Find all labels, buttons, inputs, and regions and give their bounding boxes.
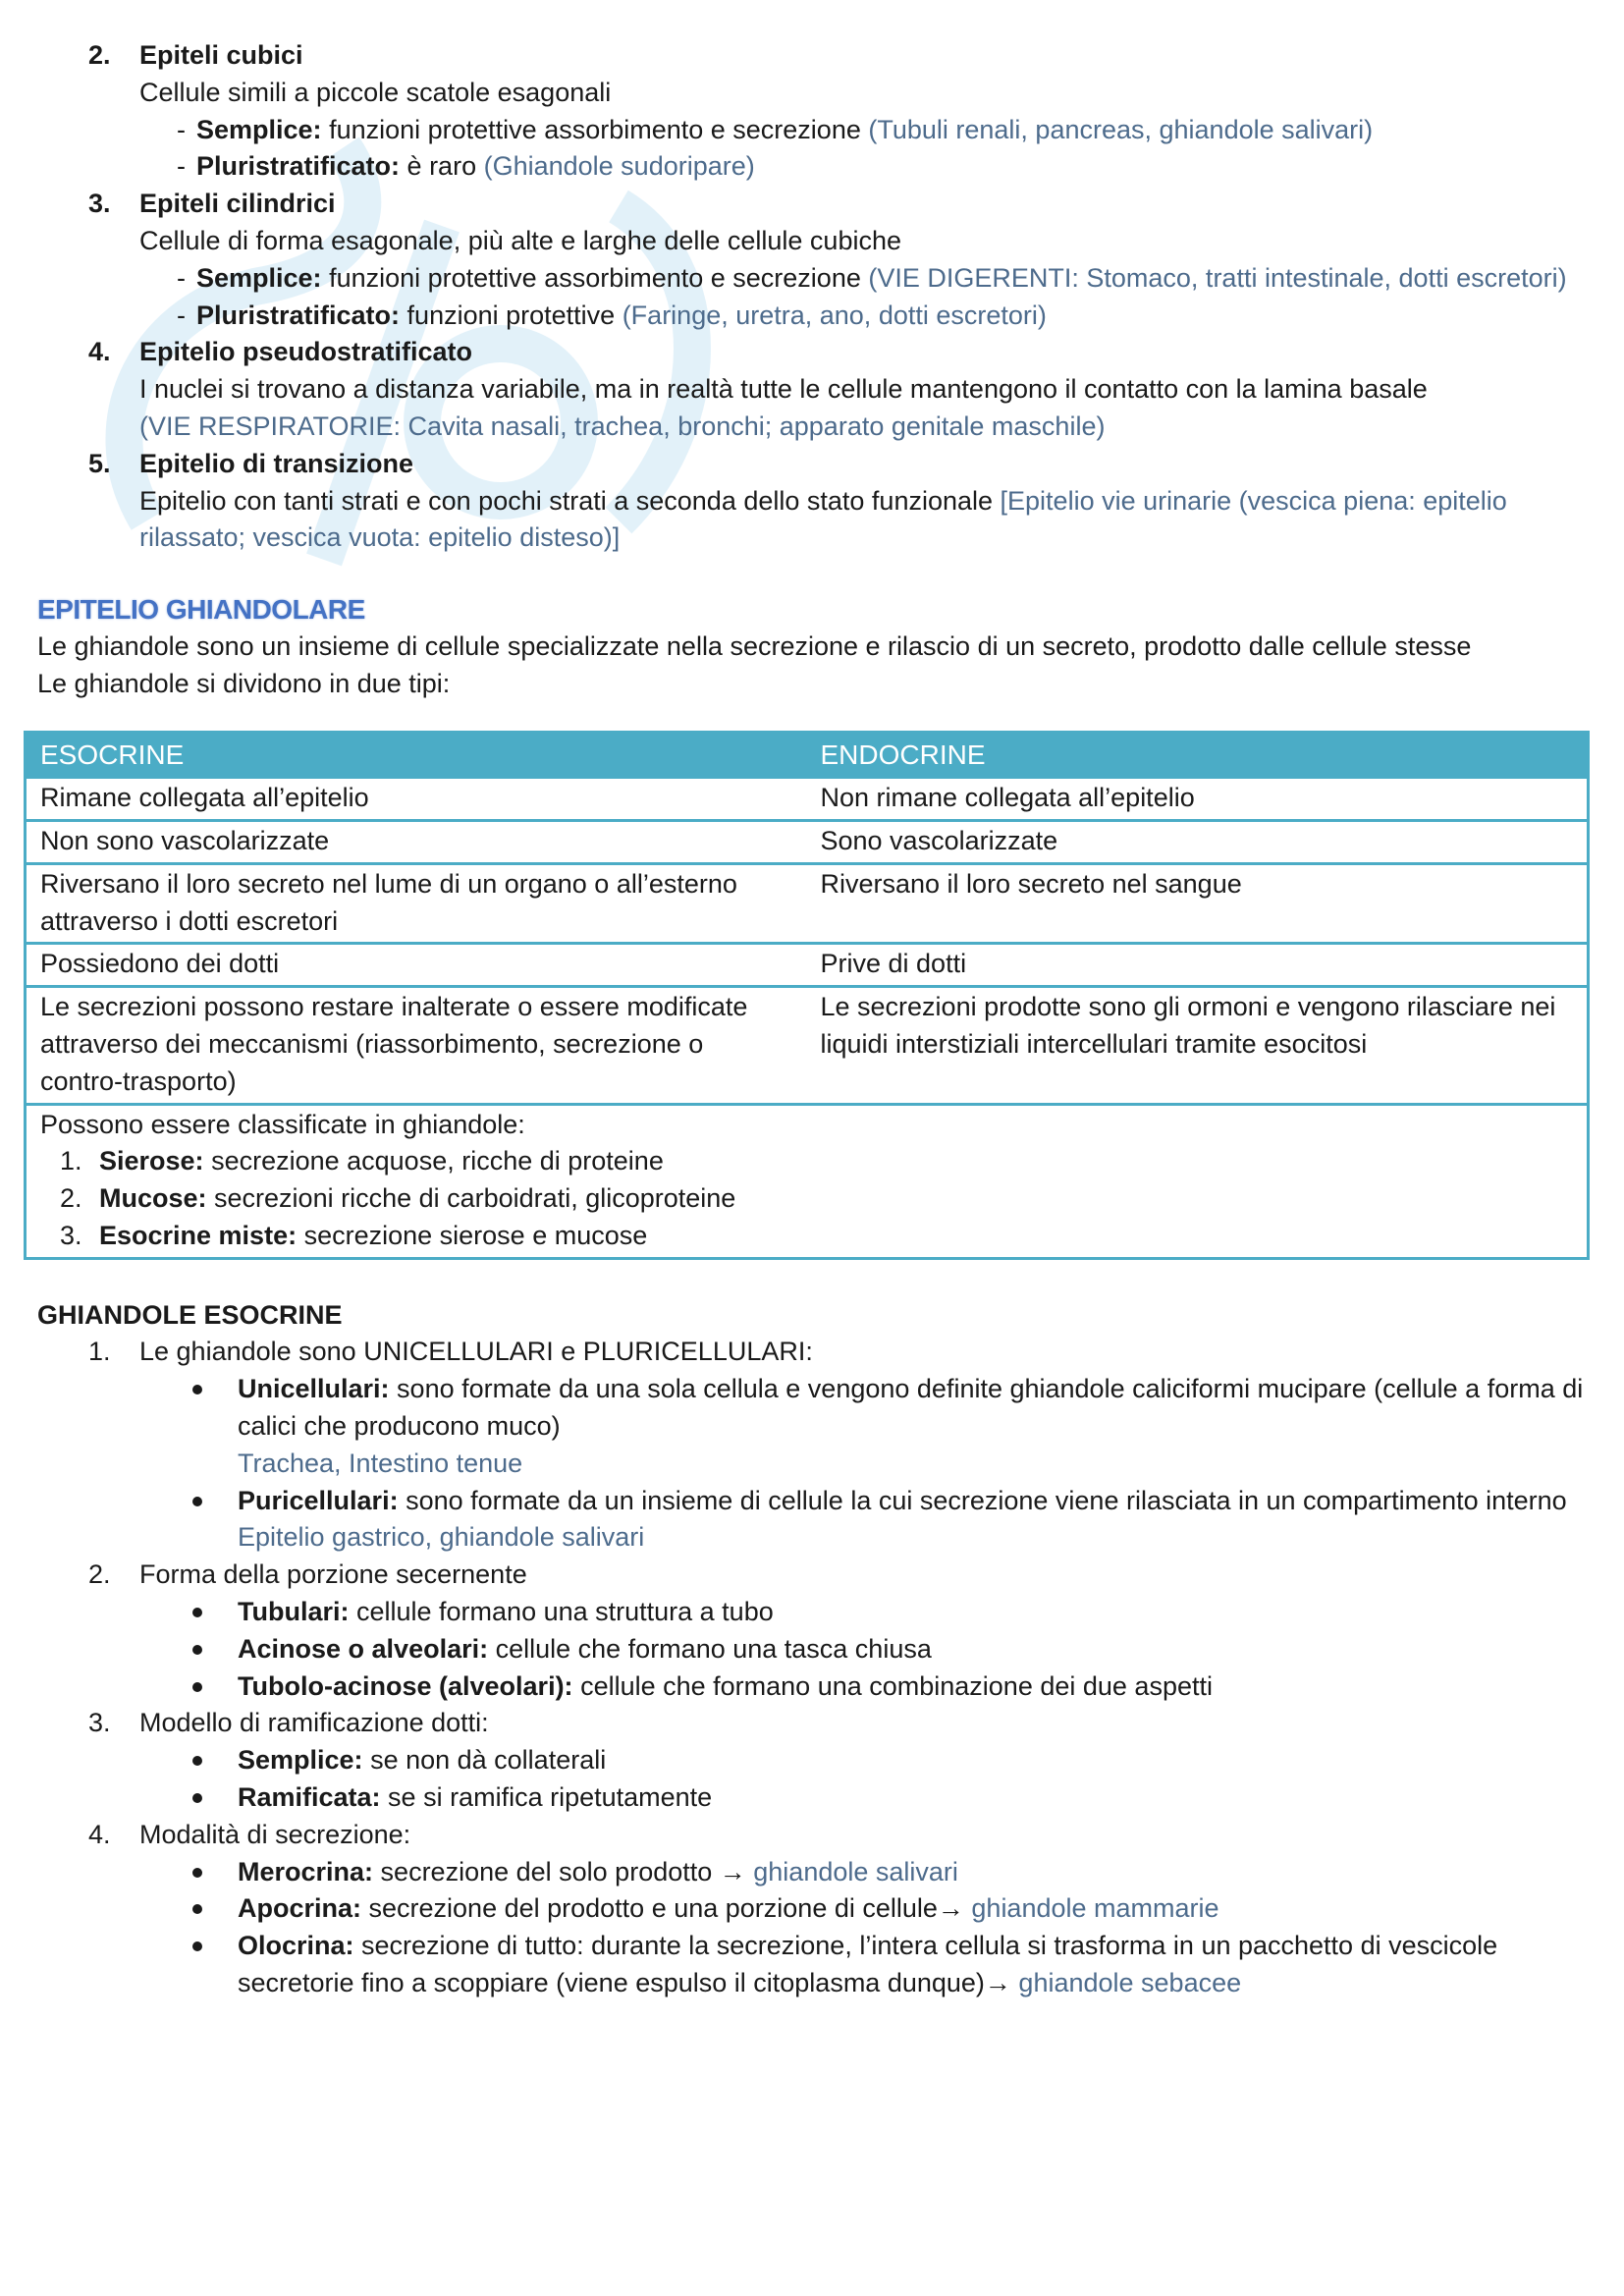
esocrine-item — [37, 1705, 1598, 1816]
item-number: 1. — [60, 1146, 82, 1176]
bullet-item — [238, 1779, 1598, 1817]
classification-item — [40, 1143, 793, 1180]
bullet-text: se non dà collaterali — [362, 1745, 607, 1776]
bullet-label: Acinose o alveolari: — [238, 1633, 489, 1664]
item-text: secrezione acquose, ricche di proteine — [203, 1146, 664, 1176]
cell-endocrine-empty — [807, 1104, 1589, 1258]
cell-endocrine: Sono vascolarizzate — [807, 820, 1589, 863]
cell-esocrine-classification — [26, 1104, 807, 1258]
bullet-list — [139, 1854, 1598, 2002]
cell-endocrine: Le secrezioni prodotte sono gli ormoni e vengono rilasciare nei liquidi interstiziali intercellulari tramite esocitosi — [807, 987, 1589, 1104]
item-example: (VIE RESPIRATORIE: Cavita nasali, trachea, bronchi; apparato genitale maschile) — [139, 410, 1106, 441]
item-text: secrezione sierose e mucose — [297, 1220, 648, 1250]
sub-example: (VIE DIGERENTI: Stomaco, tratti intestinale, dotti escretori) — [868, 262, 1567, 293]
cell-esocrine: Le secrezioni possono restare inalterate o essere modificate attraverso dei meccanismi (riassorbimento, secrezione o contro-trasporto) — [26, 987, 807, 1104]
subsection-title: GHIANDOLE ESOCRINE — [37, 1299, 343, 1330]
table-row — [26, 778, 1589, 821]
bullet-item — [238, 1371, 1598, 1482]
classification-item — [40, 1218, 793, 1255]
item-desc: Cellule simili a piccole scatole esagonali — [139, 77, 612, 107]
bullet-list — [139, 1742, 1598, 1817]
bullet-item — [238, 1631, 1598, 1668]
sub-item — [177, 148, 1598, 186]
item-desc: Cellule di forma esagonale, più alte e larghe delle cellule cubiche — [139, 225, 901, 255]
item-text: Forma della porzione secernente — [139, 1559, 527, 1590]
epitelio-item — [37, 186, 1598, 334]
sub-item — [177, 112, 1598, 149]
item-title: Epitelio di transizione — [139, 448, 414, 478]
bullet-text: secrezione di tutto: durante la secrezione, l’intera cellula si trasforma in un pacchetto di vescicole secretorie fino a scoppiare (viene espulso il citoplasma dunque)→ — [238, 1931, 1498, 1998]
item-number: 2. — [60, 1183, 82, 1214]
bullet-list — [139, 1371, 1598, 1557]
bullet-icon — [192, 1385, 202, 1394]
item-text: Modalità di secrezione: — [139, 1819, 411, 1849]
sub-example: (Tubuli renali, pancreas, ghiandole salivari) — [868, 114, 1374, 144]
bullet-item — [238, 1928, 1598, 2002]
bullet-label: Merocrina: — [238, 1856, 374, 1886]
cell-esocrine: Non sono vascolarizzate — [26, 820, 807, 863]
comparison-table — [24, 731, 1590, 1260]
bullet-icon — [192, 1904, 202, 1914]
bullet-icon — [192, 1941, 202, 1951]
esocrine-list — [37, 1334, 1598, 2001]
table-row — [26, 863, 1589, 944]
bullet-label: Semplice: — [238, 1745, 363, 1776]
item-number: 3. — [88, 189, 111, 219]
bullet-text: secrezione del prodotto e una porzione di cellule→ — [361, 1893, 972, 1924]
item-example: [Epitelio vie urinarie (vescica piena: epitelio rilassato; vescica vuota: epitelio disteso)] — [139, 485, 1507, 553]
bullet-icon — [192, 1645, 202, 1655]
bullet-icon — [192, 1868, 202, 1878]
cell-endocrine: Non rimane collegata all’epitelio — [807, 778, 1589, 821]
item-title: Epitelio pseudostratificato — [139, 337, 473, 367]
item-number: 2. — [88, 40, 111, 70]
epitelio-item — [37, 334, 1598, 445]
item-number: 3. — [60, 1220, 82, 1250]
table-row — [26, 1104, 1589, 1258]
sub-item — [177, 298, 1598, 335]
intro-paragraph-2: Le ghiandole si dividono in due tipi: — [37, 669, 451, 699]
bullet-text: se si ramifica ripetutamente — [380, 1782, 713, 1813]
item-number: 4. — [88, 337, 111, 367]
bullet-item — [238, 1742, 1598, 1779]
bullet-item — [238, 1854, 1598, 1891]
bullet-item — [238, 1668, 1598, 1706]
item-label: Mucose: — [99, 1183, 207, 1214]
sub-label: Semplice: — [196, 262, 322, 293]
bullet-icon — [192, 1682, 202, 1692]
sub-example: (Faringe, uretra, ano, dotti escretori) — [622, 300, 1047, 330]
header-endocrine: ENDOCRINE — [807, 732, 1589, 777]
classification-item — [40, 1180, 793, 1218]
document-page — [37, 37, 1598, 2002]
bullet-example: Epitelio gastrico, ghiandole salivari — [238, 1522, 645, 1553]
bullet-item — [238, 1594, 1598, 1631]
bullet-example: ghiandole salivari — [753, 1856, 958, 1886]
cell-endocrine: Riversano il loro secreto nel sangue — [807, 863, 1589, 944]
esocrine-item — [37, 1817, 1598, 2002]
bullet-list — [139, 1594, 1598, 1705]
sub-list — [139, 112, 1598, 187]
cell-esocrine: Riversano il loro secreto nel lume di un organo o all’esterno attraverso i dotti escretori — [26, 863, 807, 944]
bullet-example: Trachea, Intestino tenue — [238, 1448, 523, 1478]
sub-label: Pluristratificato: — [196, 151, 401, 182]
item-text: Le ghiandole sono UNICELLULARI e PLURICELLULARI: — [139, 1337, 813, 1367]
sub-example: (Ghiandole sudoripare) — [483, 151, 755, 182]
cell-endocrine: Prive di dotti — [807, 944, 1589, 987]
bullet-item — [238, 1483, 1598, 1558]
bullet-label: Ramificata: — [238, 1782, 381, 1813]
bullet-text: cellule che formano una combinazione dei due aspetti — [572, 1670, 1213, 1701]
bullet-icon — [192, 1756, 202, 1766]
classification-list — [40, 1143, 793, 1254]
item-title: Epiteli cilindrici — [139, 189, 336, 219]
item-title: Epiteli cubici — [139, 40, 303, 70]
item-text: secrezioni ricche di carboidrati, glicoproteine — [206, 1183, 736, 1214]
table-row — [26, 987, 1589, 1104]
bullet-example: ghiandole mammarie — [971, 1893, 1219, 1924]
bullet-text: sono formate da una sola cellula e vengono definite ghiandole caliciformi mucipare (cellule a forma di calici che producono muco) — [238, 1374, 1584, 1442]
esocrine-item — [37, 1557, 1598, 1705]
epitelio-item — [37, 446, 1598, 557]
bullet-item — [238, 1890, 1598, 1928]
item-label: Sierose: — [99, 1146, 204, 1176]
bullet-icon — [192, 1497, 202, 1506]
header-esocrine: ESOCRINE — [26, 732, 807, 777]
bullet-icon — [192, 1608, 202, 1617]
bullet-label: Unicellulari: — [238, 1374, 390, 1404]
section-title: EPITELIO GHIANDOLARE — [37, 594, 365, 626]
sub-text: funzioni protettive assorbimento e secrezione — [321, 262, 869, 293]
bullet-label: Puricellulari: — [238, 1485, 399, 1515]
item-label: Esocrine miste: — [99, 1220, 298, 1250]
sub-text: funzioni protettive — [400, 300, 623, 330]
sub-text: è raro — [400, 151, 484, 182]
esocrine-item — [37, 1334, 1598, 1557]
item-number: 1. — [88, 1337, 111, 1367]
item-number: 3. — [88, 1708, 111, 1738]
intro-paragraph: Le ghiandole sono un insieme di cellule specializzate nella secrezione e rilascio di un secreto, prodotto dalle cellule stesse — [37, 631, 1472, 662]
table-header-row — [26, 732, 1589, 777]
cell-esocrine: Rimane collegata all’epitelio — [26, 778, 807, 821]
bullet-text: cellule che formano una tasca chiusa — [488, 1633, 932, 1664]
item-desc: I nuclei si trovano a distanza variabile, ma in realtà tutte le cellule mantengono il contatto con la lamina basale — [139, 374, 1428, 405]
item-desc-block — [139, 483, 1598, 558]
item-number: 2. — [88, 1559, 111, 1590]
epiteli-list — [37, 37, 1598, 557]
item-number: 4. — [88, 1819, 111, 1849]
sub-text: funzioni protettive assorbimento e secrezione — [321, 114, 869, 144]
table-row — [26, 820, 1589, 863]
sub-label: Semplice: — [196, 114, 322, 144]
bullet-text: secrezione del solo prodotto → — [373, 1856, 754, 1886]
item-text: Modello di ramificazione dotti: — [139, 1708, 489, 1738]
bullet-text: cellule formano una struttura a tubo — [349, 1597, 774, 1627]
sub-label: Pluristratificato: — [196, 300, 401, 330]
item-desc: Epitelio con tanti strati e con pochi strati a seconda dello stato funzionale — [139, 485, 1001, 516]
table-row — [26, 944, 1589, 987]
classification-intro: Possono essere classificate in ghiandole: — [40, 1109, 525, 1139]
sub-list — [139, 260, 1598, 335]
bullet-text: sono formate da un insieme di cellule la cui secrezione viene rilasciata in un compartimento interno — [398, 1485, 1567, 1515]
sub-item — [177, 260, 1598, 298]
bullet-label: Tubolo-acinose (alveolari): — [238, 1670, 573, 1701]
bullet-example: ghiandole sebacee — [1018, 1968, 1242, 1998]
bullet-label: Apocrina: — [238, 1893, 362, 1924]
cell-esocrine: Possiedono dei dotti — [26, 944, 807, 987]
bullet-icon — [192, 1793, 202, 1803]
bullet-label: Olocrina: — [238, 1931, 354, 1961]
epitelio-item — [37, 37, 1598, 186]
bullet-label: Tubulari: — [238, 1597, 350, 1627]
item-number: 5. — [88, 448, 111, 478]
